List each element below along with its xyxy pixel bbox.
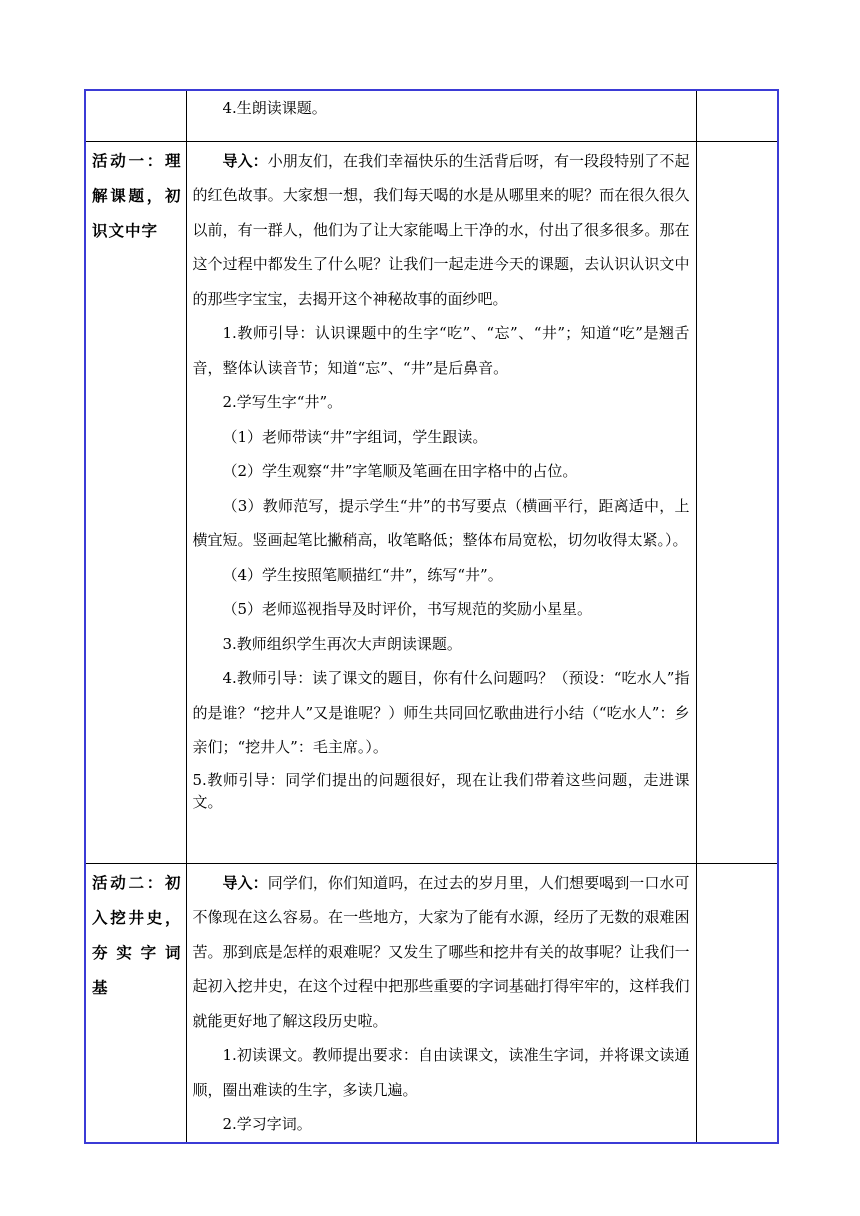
activity-two-content	[186, 863, 696, 1143]
step-text: （2）学生观察“井”字笔顺及笔画在田字格中的占位。	[222, 462, 578, 480]
step-text: （4）学生按照笔顺描红“井”，练写“井”。	[222, 565, 503, 584]
lesson-plan-table	[84, 89, 779, 1144]
intro-text: 小朋友们，在我们幸福快乐的生活背后呀，有一段段特别了不起的红色故事。大家想一想，我们每天喝的水是从哪里来的呢？而在很久很久以前，有一群人，他们为了让大家能喝上干净的水，付出了很多很多。那在这个过程中都发生了什么呢？让我们一起走进今天的课题，去认识认识文中的那些字宝宝，去揭开这个神秘故事的面纱吧。	[192, 151, 690, 308]
activity-two-label: 活动二：初 入挖井史， 夯实字词 基	[92, 873, 182, 997]
activity-one-label: 活动一：理 解课题，初 识文中字	[92, 151, 182, 240]
activity-label-cell	[85, 863, 186, 1143]
activity-one-content	[186, 141, 696, 863]
step-text: 2.学习字词。	[222, 1115, 312, 1133]
notes-cell	[696, 90, 778, 141]
step-text: 1.教师引导：认识课题中的生字“吃”、“忘”、“井”；知道“吃”是翘舌音，整体认读音节；知道“忘”、“井”是后鼻音。	[192, 324, 690, 377]
table-row	[85, 141, 778, 863]
step-text: 2.学写生字“井”。	[222, 393, 343, 411]
step-text: （5）老师巡视指导及时评价，书写规范的奖励小星星。	[222, 600, 593, 618]
label-cell	[85, 90, 186, 141]
table-row	[85, 863, 778, 1143]
step-text: 1.初读课文。教师提出要求：自由读课文，读准生字词，并将课文读通顺，圈出难读的生字，多读几遍。	[192, 1046, 690, 1099]
step-text: （3）教师范写，提示学生“井”的书写要点（横画平行，距离适中，上横宜短。竖画起笔比撇稍高，收笔略低；整体布局宽松，切勿收得太紧。）。	[192, 496, 690, 549]
intro-label: 导入：	[222, 151, 268, 170]
step-text: 5.教师引导：同学们提出的问题很好，现在让我们带着这些问题，走进课文。	[192, 770, 690, 811]
notes-cell	[696, 141, 778, 863]
table-row	[85, 90, 778, 141]
step-text: 4.教师引导：读了课文的题目，你有什么问题吗？（预设：“吃水人”指的是谁？“挖井人”又是谁呢？）师生共同回忆歌曲进行小结（“吃水人”：乡亲们；“挖井人”：毛主席。）。	[192, 669, 690, 756]
activity-label-cell	[85, 141, 186, 863]
step-text: 4.生朗读课题。	[222, 99, 327, 117]
intro-text: 同学们，你们知道吗，在过去的岁月里，人们想要喝到一口水可不像现在这么容易。在一些地方，大家为了能有水源，经历了无数的艰难困苦。那到底是怎样的艰难呢？又发生了哪些和挖井有关的故事呢？让我们一起初入挖井史，在这个过程中把那些重要的字词基础打得牢牢的，这样我们就能更好地了解这段历史啦。	[192, 873, 690, 1030]
notes-cell	[696, 863, 778, 1143]
step-text: （1）老师带读“井”字组词，学生跟读。	[222, 427, 488, 446]
intro-label: 导入：	[222, 873, 268, 892]
content-cell	[186, 90, 696, 141]
step-text: 3.教师组织学生再次大声朗读课题。	[222, 634, 462, 653]
